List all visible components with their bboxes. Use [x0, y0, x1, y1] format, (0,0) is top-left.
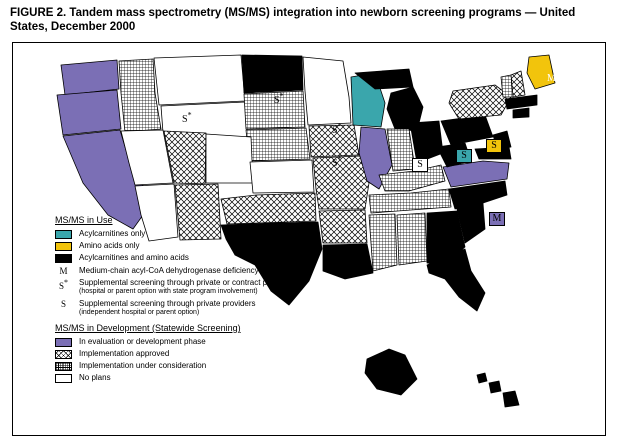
map-label-new-jersey-s: S — [486, 139, 502, 153]
state-tennessee — [369, 189, 451, 213]
state-hawaii-2 — [489, 381, 501, 393]
legend-text-group — [79, 299, 256, 318]
legend-label: Implementation under consideration — [79, 361, 207, 370]
legend-item-s — [55, 299, 345, 318]
legend-item-acylcarnitines-and-amino-acids — [55, 253, 345, 263]
state-montana — [154, 55, 245, 105]
marker-m-icon: M — [59, 266, 68, 276]
swatch-no-plans-icon — [55, 374, 72, 383]
legend-item-amino-acids-only — [55, 241, 345, 251]
legend-label: Supplemental screening through private or contract providers — [79, 278, 296, 287]
map-label-florida-s: S — [468, 273, 474, 284]
legend-label: Medium-chain acyl-CoA dehydrogenase deficiency only — [79, 266, 276, 275]
legend-text-group — [79, 278, 296, 297]
state-hawaii-1 — [477, 373, 487, 383]
legend-label: Acylcarnitines and amino acids — [79, 253, 189, 262]
state-alaska — [365, 349, 417, 395]
legend-label: Supplemental screening through private providers — [79, 298, 256, 308]
state-ohio — [410, 121, 443, 163]
legend-item-implementation-under-consideration — [55, 361, 345, 371]
map-label-north-carolina-m: M — [489, 212, 505, 226]
legend-item-in-evaluation — [55, 337, 345, 347]
state-alabama — [397, 213, 427, 265]
map-label-pennsylvania-s: S — [456, 149, 472, 163]
map-frame — [12, 42, 606, 436]
legend-label: Implementation approved — [79, 349, 170, 358]
legend-item-implementation-approved — [55, 349, 345, 359]
state-new-york — [449, 85, 511, 119]
state-hawaii-3 — [503, 391, 519, 407]
state-colorado — [206, 134, 253, 183]
state-oregon — [57, 90, 121, 135]
map-label-montana-s-star: S* — [182, 111, 192, 126]
state-minnesota — [303, 57, 351, 125]
swatch-consideration-icon — [55, 362, 72, 371]
legend-item-s-star — [55, 278, 345, 297]
legend-label: In evaluation or development phase — [79, 337, 206, 346]
swatch-acylcarnitines-icon — [55, 230, 72, 239]
legend-sublabel: (hospital or parent option with state program involvement) — [79, 288, 258, 295]
map-legend — [55, 215, 345, 385]
state-mississippi — [369, 214, 397, 271]
map-label-north-dakota-s-star: S* — [274, 92, 284, 107]
map-label-iowa-s-star: S* — [332, 155, 342, 170]
state-connecticut — [513, 108, 529, 118]
legend-item-mcad — [55, 266, 345, 276]
swatch-evaluation-icon — [55, 338, 72, 347]
state-vermont — [501, 75, 513, 97]
legend-item-acylcarnitines-only — [55, 229, 345, 239]
legend-heading-in-use: MS/MS in Use — [55, 215, 113, 225]
state-washington — [61, 60, 119, 95]
state-new-hampshire — [511, 71, 525, 97]
swatch-approved-icon — [55, 350, 72, 359]
state-nebraska — [246, 128, 310, 161]
swatch-both-icon — [55, 254, 72, 263]
marker-s-star-icon: S* — [58, 278, 68, 291]
legend-label: No plans — [79, 373, 111, 382]
swatch-amino-acids-icon — [55, 242, 72, 251]
map-label-indiana-s: S — [412, 158, 428, 172]
state-idaho — [119, 59, 161, 132]
legend-item-no-plans — [55, 373, 345, 383]
figure-title: FIGURE 2. Tandem mass spectrometry (MS/MS) integration into newborn screening programs — United States, December 2000 — [10, 7, 576, 33]
legend-heading-development: MS/MS in Development (Statewide Screening) — [55, 323, 241, 333]
map-label-maine-m: M — [547, 73, 556, 84]
legend-sublabel: (independent hospital or parent option) — [79, 308, 200, 316]
state-kansas — [250, 160, 314, 193]
state-north-dakota — [242, 55, 303, 93]
legend-label: Acylcarnitines only — [79, 229, 146, 238]
legend-label: Amino acids only — [79, 241, 140, 250]
marker-s-icon: S — [60, 298, 66, 309]
map-label-minnesota-s-star: S* — [332, 122, 342, 137]
